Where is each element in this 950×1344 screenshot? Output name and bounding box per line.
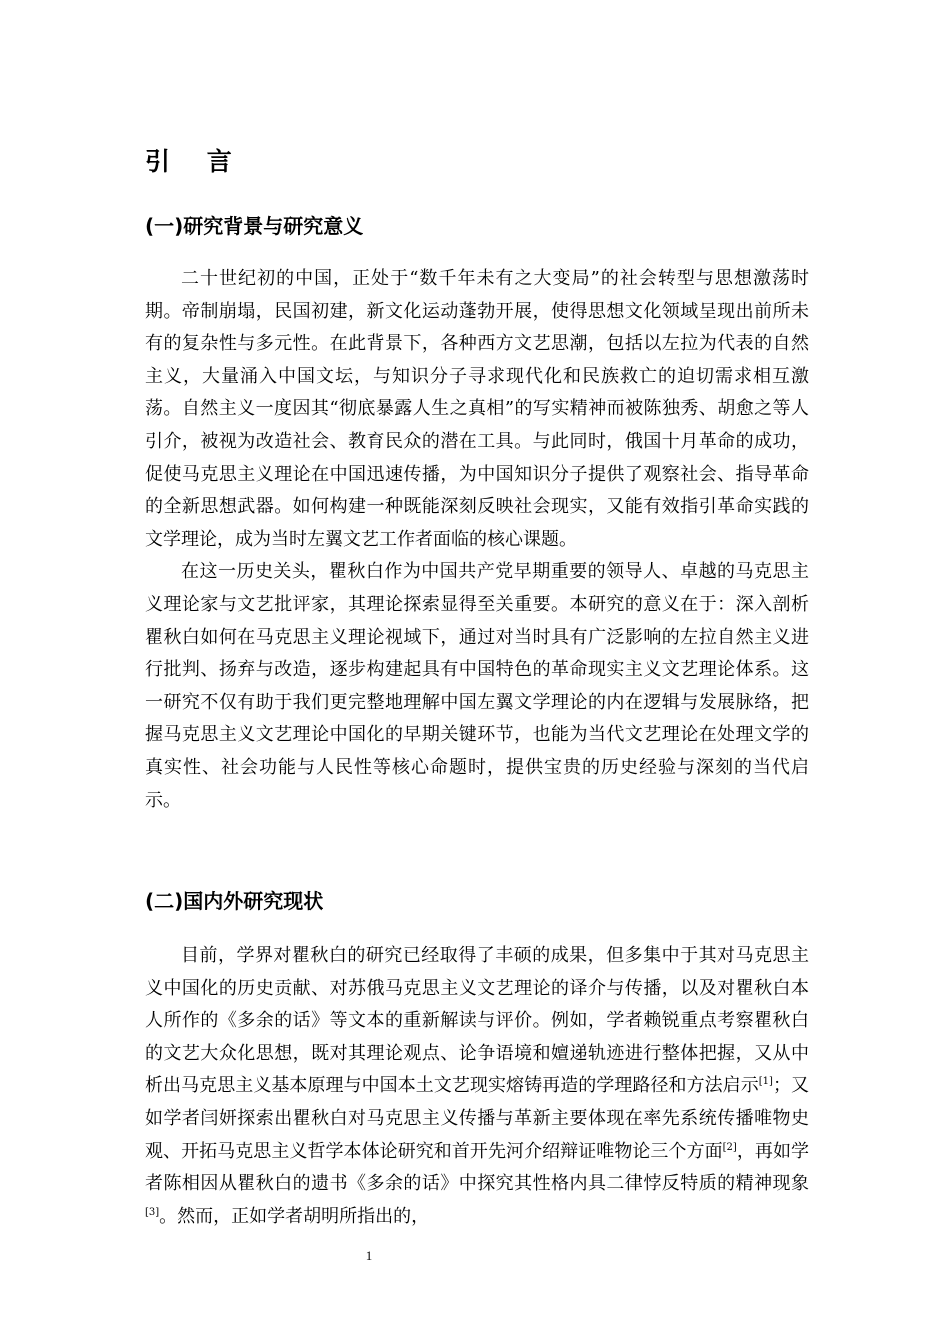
section-heading-research-status: (二)国内外研究现状 bbox=[145, 889, 324, 913]
citation-ref: [2] bbox=[722, 1141, 737, 1153]
page-number: 1 bbox=[365, 1248, 373, 1263]
paragraph: 在这一历史关头，瞿秋白作为中国共产党早期重要的领导人、卓越的马克思主义理论家与文艺批评家，其理论探索显得至关重要。本研究的意义在于：深入剖析瞿秋白如何在马克思主义理论视域下，通过对当时具有广泛影响的左拉自然主义进行批判、扬弃与改造，逐步构建起具有中国特色的革命现实主义文艺理论体系。这一研究不仅有助于我们更完整地理解中国左翼文学理论的内在逻辑与发展脉络，把握马克思主义文艺理论中国化的早期关键环节，也能为当代文艺理论在处理文学的真实性、社会功能与人民性等核心命题时，提供宝贵的历史经验与深刻的当代启示。 bbox=[145, 561, 809, 811]
page-title: 引 言 bbox=[145, 147, 246, 176]
citation-ref: [3] bbox=[145, 1206, 160, 1218]
text-run: 目前，学界对瞿秋白的研究已经取得了丰硕的成果，但多集中于其对马克思主义中国化的历史贡献、对苏俄马克思主义文艺理论的译介与传播，以及对瞿秋白本人所作的《多余的话》等文本的重新解读与评价。例如，学者赖锐重点考察瞿秋白的文艺大众化思想，既对其理论观点、论争语境和嬗递轨迹进行整体把握，又从中析出马克思主义基本原理与中国本土文艺现实熔铸再造的学理路径和方法启示 bbox=[145, 945, 809, 1097]
section-body-background bbox=[145, 263, 809, 817]
paragraph: 二十世纪初的中国，正处于“数千年未有之大变局”的社会转型与思想激荡时期。帝制崩塌，民国初建，新文化运动蓬勃开展，使得思想文化领域呈现出前所未有的复杂性与多元性。在此背景下，各种西方文艺思潮，包括以左拉为代表的自然主义，大量涌入中国文坛，与知识分子寻求现代化和民族救亡的迫切需求相互激荡。自然主义一度因其“彻底暴露人生之真相”的写实精神而被陈独秀、胡愈之等人引介，被视为改造社会、教育民众的潜在工具。与此同时，俄国十月革命的成功，促使马克思主义理论在中国迅速传播，为中国知识分子提供了观察社会、指导革命的全新思想武器。如何构建一种既能深刻反映社会现实，又能有效指引革命实践的文学理论，成为当时左翼文艺工作者面临的核心课题。 bbox=[145, 268, 809, 550]
text-run: ，再如学者陈相因从瞿秋白的遗书《多余的话》中探究其性格内具二律悖反特质的精神现象 bbox=[145, 1140, 809, 1195]
section-heading-background: (一)研究背景与研究意义 bbox=[145, 214, 364, 238]
citation-ref: [1] bbox=[758, 1076, 773, 1088]
text-run: ；又如学者闫妍探索出瞿秋白对马克思主义传播与革新主要体现在率先系统传播唯物史观、开拓马克思主义哲学本体论研究和首开先河介绍辩证唯物论三个方面 bbox=[145, 1075, 810, 1162]
section-body-research-status bbox=[145, 940, 809, 1233]
text-run: 。然而，正如学者胡明所指出的， bbox=[159, 1205, 430, 1227]
paragraph bbox=[145, 940, 809, 1233]
